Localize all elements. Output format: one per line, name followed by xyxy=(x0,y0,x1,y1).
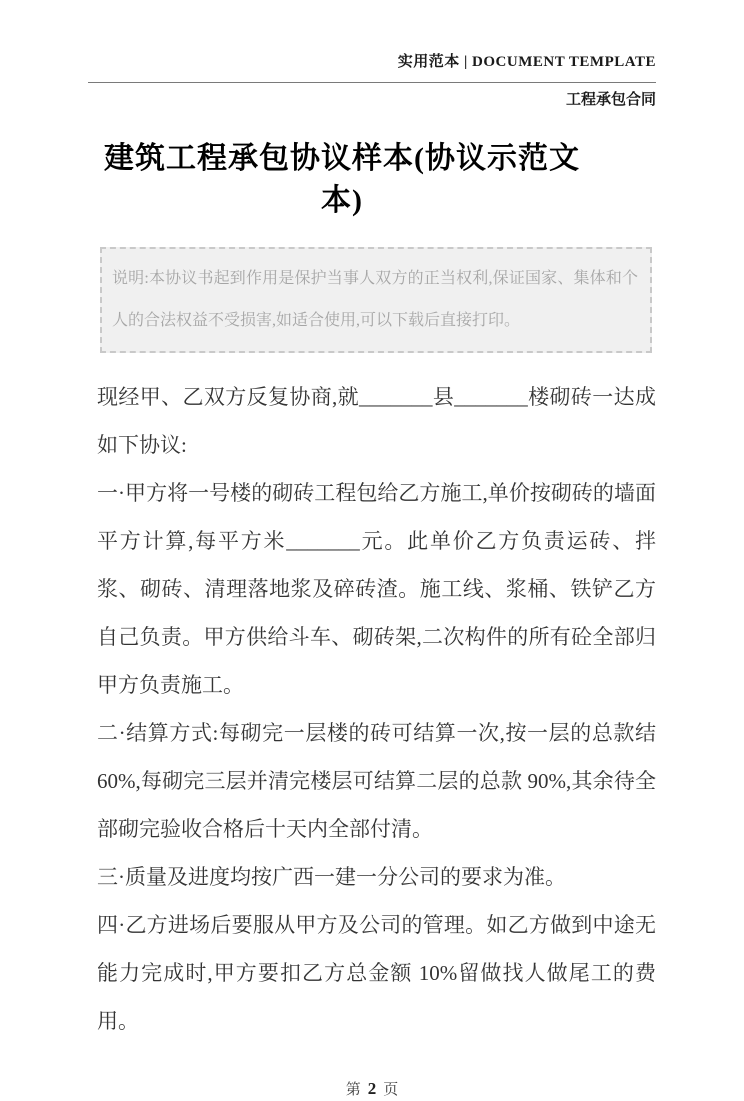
paragraph-clause-3: 三·质量及进度均按广西一建一分公司的要求为准。 xyxy=(97,865,566,889)
page-number-suffix: 页 xyxy=(383,1082,399,1098)
paragraph-intro: 现经甲、乙双方反复协商,就_______县_______楼砌砖一达成如下协议: xyxy=(97,385,656,457)
document-category: 工程承包合同 xyxy=(565,92,656,108)
document-title: 建筑工程承包协议样本(协议示范文本) xyxy=(104,142,580,217)
notice-box: 说明:本协议书起到作用是保护当事人双方的正当权利,保证国家、集体和个人的合法权益不受损害,如适合使用,可以下载后直接打印。 xyxy=(100,247,652,353)
page-header xyxy=(88,52,656,110)
paragraph-clause-1: 一·甲方将一号楼的砌砖工程包给乙方施工,单价按砌砖的墙面平方计算,每平方米_______元。此单价乙方负责运砖、拌浆、砌砖、清理落地浆及碎砖渣。施工线、浆桶、铁铲乙方自己负责。甲方供给斗车、砌砖架,二次构件的所有砼全部归甲方负责施工。 xyxy=(97,481,656,697)
brand-text: 实用范本 | DOCUMENT TEMPLATE xyxy=(397,54,656,70)
page-footer xyxy=(88,1078,656,1101)
paragraph-clause-2: 二·结算方式:每砌完一层楼的砖可结算一次,按一层的总款结60%,每砌完三层并清完楼层可结算二层的总款 90%,其余待全部砌完验收合格后十天内全部付清。 xyxy=(97,721,656,841)
paragraph-clause-4: 四·乙方进场后要服从甲方及公司的管理。如乙方做到中途无能力完成时,甲方要扣乙方总金额 10%留做找人做尾工的费用。 xyxy=(97,913,656,1033)
page-number: 2 xyxy=(367,1079,377,1098)
document-body xyxy=(88,373,656,1045)
page-number-prefix: 第 xyxy=(345,1082,361,1098)
header-divider xyxy=(88,82,656,83)
